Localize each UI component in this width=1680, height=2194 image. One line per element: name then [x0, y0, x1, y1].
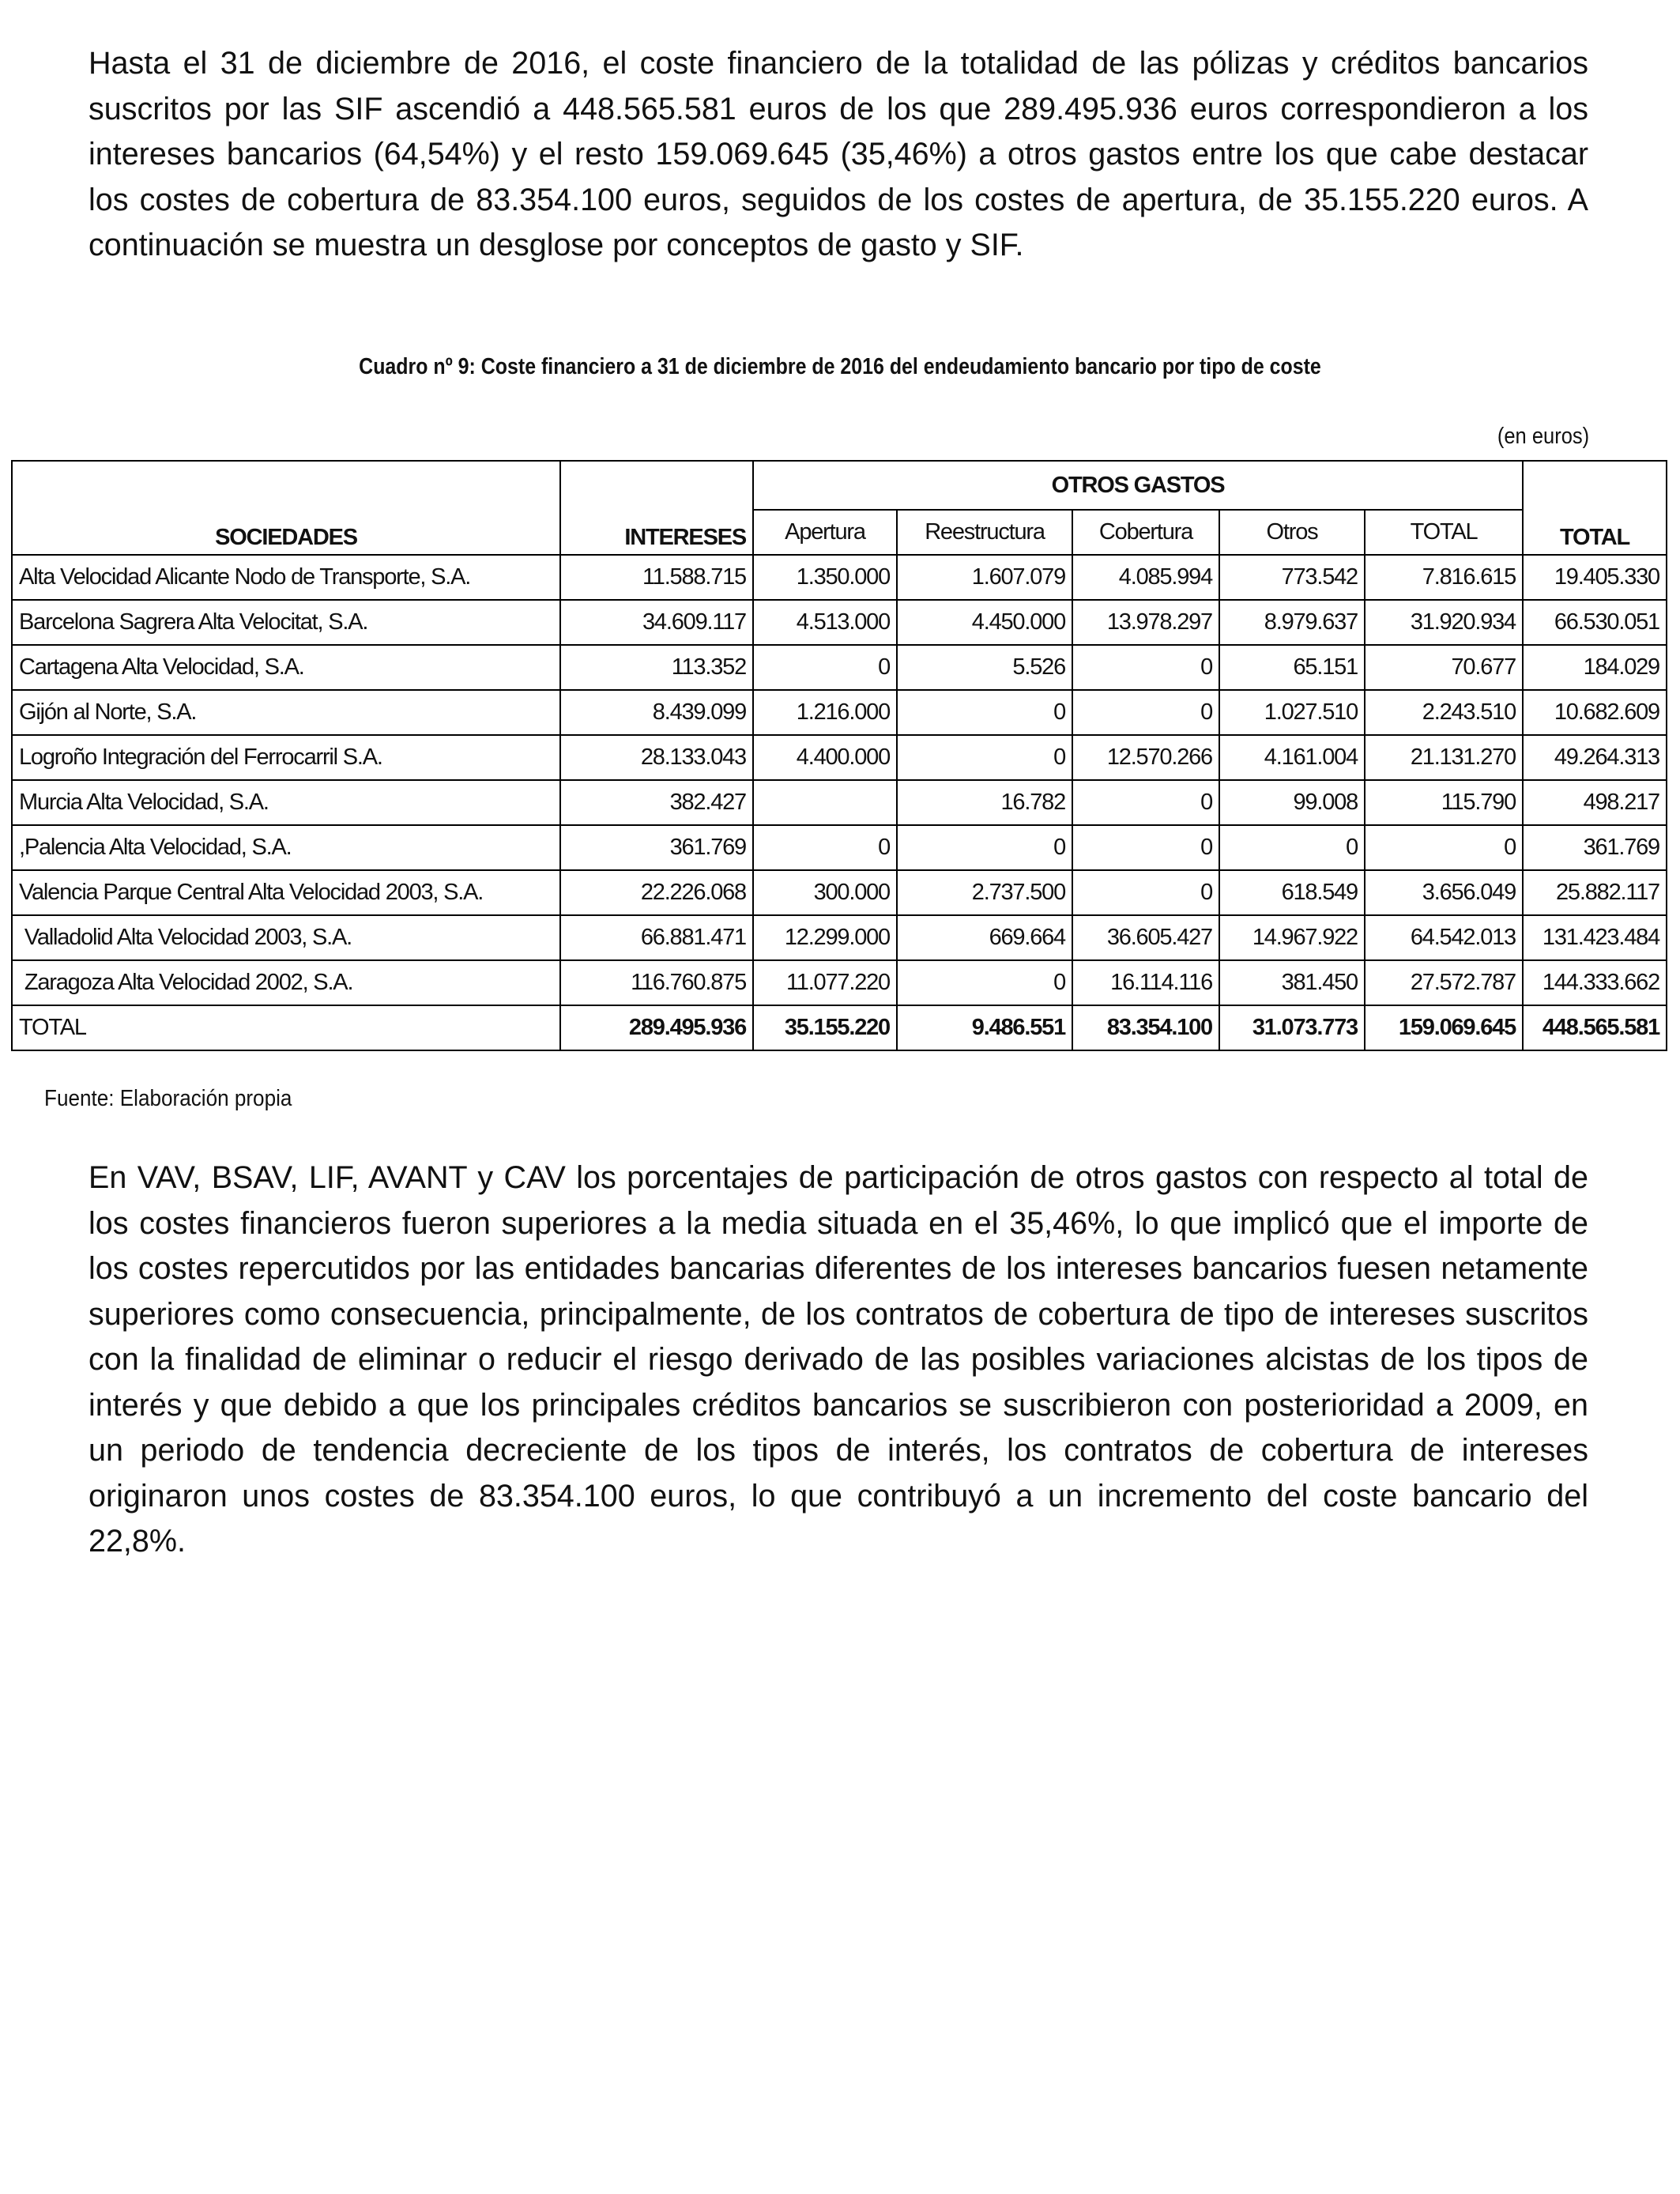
row-name: Valladolid Alta Velocidad 2003, S.A.: [12, 915, 560, 960]
header-apertura: Apertura: [753, 510, 897, 555]
header-sociedades: SOCIEDADES: [12, 510, 560, 555]
cell-intereses: 289.495.936: [560, 1005, 753, 1050]
cell-cobertura: 0: [1072, 690, 1219, 735]
row-name: ,Palencia Alta Velocidad, S.A.: [12, 825, 560, 870]
cost-table: [11, 460, 1667, 1051]
cell-reestructura: 16.782: [897, 780, 1072, 825]
cell-intereses: 116.760.875: [560, 960, 753, 1005]
cell-reestructura: 4.450.000: [897, 600, 1072, 645]
cell-cobertura: 83.354.100: [1072, 1005, 1219, 1050]
cell-apertura: 4.400.000: [753, 735, 897, 780]
row-name: Cartagena Alta Velocidad, S.A.: [12, 645, 560, 690]
cell-intereses: 361.769: [560, 825, 753, 870]
table-row: [12, 870, 1667, 915]
cell-total: 131.423.484: [1523, 915, 1667, 960]
row-name: Murcia Alta Velocidad, S.A.: [12, 780, 560, 825]
row-name: Zaragoza Alta Velocidad 2002, S.A.: [12, 960, 560, 1005]
cell-total: 144.333.662: [1523, 960, 1667, 1005]
cell-reestructura: 9.486.551: [897, 1005, 1072, 1050]
row-name: Logroño Integración del Ferrocarril S.A.: [12, 735, 560, 780]
header-otros: Otros: [1219, 510, 1365, 555]
row-name: Barcelona Sagrera Alta Velocitat, S.A.: [12, 600, 560, 645]
table-row: [12, 915, 1667, 960]
table-row: [12, 735, 1667, 780]
cell-reestructura: 0: [897, 735, 1072, 780]
cell-subtotal: 21.131.270: [1365, 735, 1523, 780]
header-total-top: [1523, 461, 1667, 510]
intro-paragraph: Hasta el 31 de diciembre de 2016, el coste financiero de la totalidad de las pólizas y créditos bancarios suscritos por las SIF ascendió a 448.565.581 euros de los que 289.495.936 euros correspondieron a los intereses bancarios (64,54%) y el resto 159.069.645 (35,46%) a otros gastos entre los que cabe destacar los costes de cobertura de 83.354.100 euros, seguidos de los costes de apertura, de 35.155.220 euros. A continuación se muestra un desglose por conceptos de gasto y SIF.: [89, 46, 1588, 262]
source-note: Fuente: Elaboración propia: [44, 1086, 292, 1111]
cell-otros: 1.027.510: [1219, 690, 1365, 735]
cell-cobertura: 0: [1072, 645, 1219, 690]
cell-intereses: 8.439.099: [560, 690, 753, 735]
table-row: [12, 960, 1667, 1005]
cell-cobertura: 4.085.994: [1072, 555, 1219, 600]
cell-cobertura: 0: [1072, 870, 1219, 915]
header-sociedades-top: [12, 461, 560, 510]
cell-subtotal: 31.920.934: [1365, 600, 1523, 645]
cell-apertura: 0: [753, 645, 897, 690]
cell-intereses: 66.881.471: [560, 915, 753, 960]
cell-subtotal: 115.790: [1365, 780, 1523, 825]
cell-otros: 618.549: [1219, 870, 1365, 915]
cell-otros: 65.151: [1219, 645, 1365, 690]
cell-otros: 0: [1219, 825, 1365, 870]
row-name: Gijón al Norte, S.A.: [12, 690, 560, 735]
header-total: TOTAL: [1523, 510, 1667, 555]
cell-cobertura: 12.570.266: [1072, 735, 1219, 780]
cell-total: 361.769: [1523, 825, 1667, 870]
cell-intereses: 34.609.117: [560, 600, 753, 645]
cell-subtotal: 64.542.013: [1365, 915, 1523, 960]
unit-note: (en euros): [1497, 424, 1589, 449]
cell-subtotal: 0: [1365, 825, 1523, 870]
cell-apertura: 12.299.000: [753, 915, 897, 960]
cell-otros: 14.967.922: [1219, 915, 1365, 960]
table-caption: Cuadro nº 9: Coste financiero a 31 de diciembre de 2016 del endeudamiento bancario por tipo de coste: [359, 354, 1321, 379]
cell-otros: 8.979.637: [1219, 600, 1365, 645]
cell-apertura: 11.077.220: [753, 960, 897, 1005]
row-name: Valencia Parque Central Alta Velocidad 2003, S.A.: [12, 870, 560, 915]
cell-otros: 31.073.773: [1219, 1005, 1365, 1050]
cell-apertura: 35.155.220: [753, 1005, 897, 1050]
cell-reestructura: 1.607.079: [897, 555, 1072, 600]
cell-otros: 381.450: [1219, 960, 1365, 1005]
cell-reestructura: 2.737.500: [897, 870, 1072, 915]
table-row: [12, 780, 1667, 825]
cell-reestructura: 0: [897, 690, 1072, 735]
cell-apertura: 4.513.000: [753, 600, 897, 645]
cell-otros: 99.008: [1219, 780, 1365, 825]
cell-intereses: 382.427: [560, 780, 753, 825]
table-row: [12, 600, 1667, 645]
cell-total: 19.405.330: [1523, 555, 1667, 600]
cell-intereses: 113.352: [560, 645, 753, 690]
cell-total: 10.682.609: [1523, 690, 1667, 735]
table-row: [12, 645, 1667, 690]
header-reestructura: Reestructura: [897, 510, 1072, 555]
row-name: TOTAL: [12, 1005, 560, 1050]
cell-intereses: 28.133.043: [560, 735, 753, 780]
closing-paragraph: En VAV, BSAV, LIF, AVANT y CAV los porcentajes de participación de otros gastos con respecto al total de los costes financieros fueron superiores a la media situada en el 35,46%, lo que implicó que el importe de los costes repercutidos por las entidades bancarias diferentes de los intereses bancarios fuesen netamente superiores como consecuencia, principalmente, de los contratos de cobertura de tipo de intereses suscritos con la finalidad de eliminar o reducir el riesgo derivado de las posibles variaciones alcistas de los tipos de interés y que debido a que los principales créditos bancarios se suscribieron con posterioridad a 2009, en un periodo de tendencia decreciente de los tipos de interés, los contratos de cobertura de intereses originaron unos costes de 83.354.100 euros, lo que contribuyó a un incremento del coste bancario del 22,8%.: [89, 1160, 1588, 1559]
cell-subtotal: 7.816.615: [1365, 555, 1523, 600]
cell-reestructura: 0: [897, 825, 1072, 870]
cell-reestructura: 0: [897, 960, 1072, 1005]
header-intereses: INTERESES: [560, 510, 753, 555]
cell-apertura: 300.000: [753, 870, 897, 915]
table-row: [12, 825, 1667, 870]
table-total-row: [12, 1005, 1667, 1050]
cell-reestructura: 669.664: [897, 915, 1072, 960]
cell-cobertura: 36.605.427: [1072, 915, 1219, 960]
cell-total: 498.217: [1523, 780, 1667, 825]
cell-cobertura: 0: [1072, 780, 1219, 825]
cell-subtotal: 2.243.510: [1365, 690, 1523, 735]
cell-reestructura: 5.526: [897, 645, 1072, 690]
cell-otros: 773.542: [1219, 555, 1365, 600]
cell-total: 448.565.581: [1523, 1005, 1667, 1050]
cell-apertura: 0: [753, 825, 897, 870]
cell-cobertura: 13.978.297: [1072, 600, 1219, 645]
cell-total: 49.264.313: [1523, 735, 1667, 780]
header-cobertura: Cobertura: [1072, 510, 1219, 555]
cell-apertura: [753, 780, 897, 825]
cell-intereses: 22.226.068: [560, 870, 753, 915]
cell-apertura: 1.350.000: [753, 555, 897, 600]
cell-subtotal: 27.572.787: [1365, 960, 1523, 1005]
cell-total: 66.530.051: [1523, 600, 1667, 645]
header-subtotal: TOTAL: [1365, 510, 1523, 555]
cell-subtotal: 159.069.645: [1365, 1005, 1523, 1050]
cell-cobertura: 16.114.116: [1072, 960, 1219, 1005]
table-row: [12, 690, 1667, 735]
cell-apertura: 1.216.000: [753, 690, 897, 735]
table-row: [12, 555, 1667, 600]
cell-subtotal: 70.677: [1365, 645, 1523, 690]
cell-cobertura: 0: [1072, 825, 1219, 870]
cell-otros: 4.161.004: [1219, 735, 1365, 780]
cell-total: 184.029: [1523, 645, 1667, 690]
row-name: Alta Velocidad Alicante Nodo de Transporte, S.A.: [12, 555, 560, 600]
header-intereses-top: [560, 461, 753, 510]
cell-total: 25.882.117: [1523, 870, 1667, 915]
cell-intereses: 11.588.715: [560, 555, 753, 600]
cell-subtotal: 3.656.049: [1365, 870, 1523, 915]
header-otros-gastos: OTROS GASTOS: [753, 461, 1523, 510]
